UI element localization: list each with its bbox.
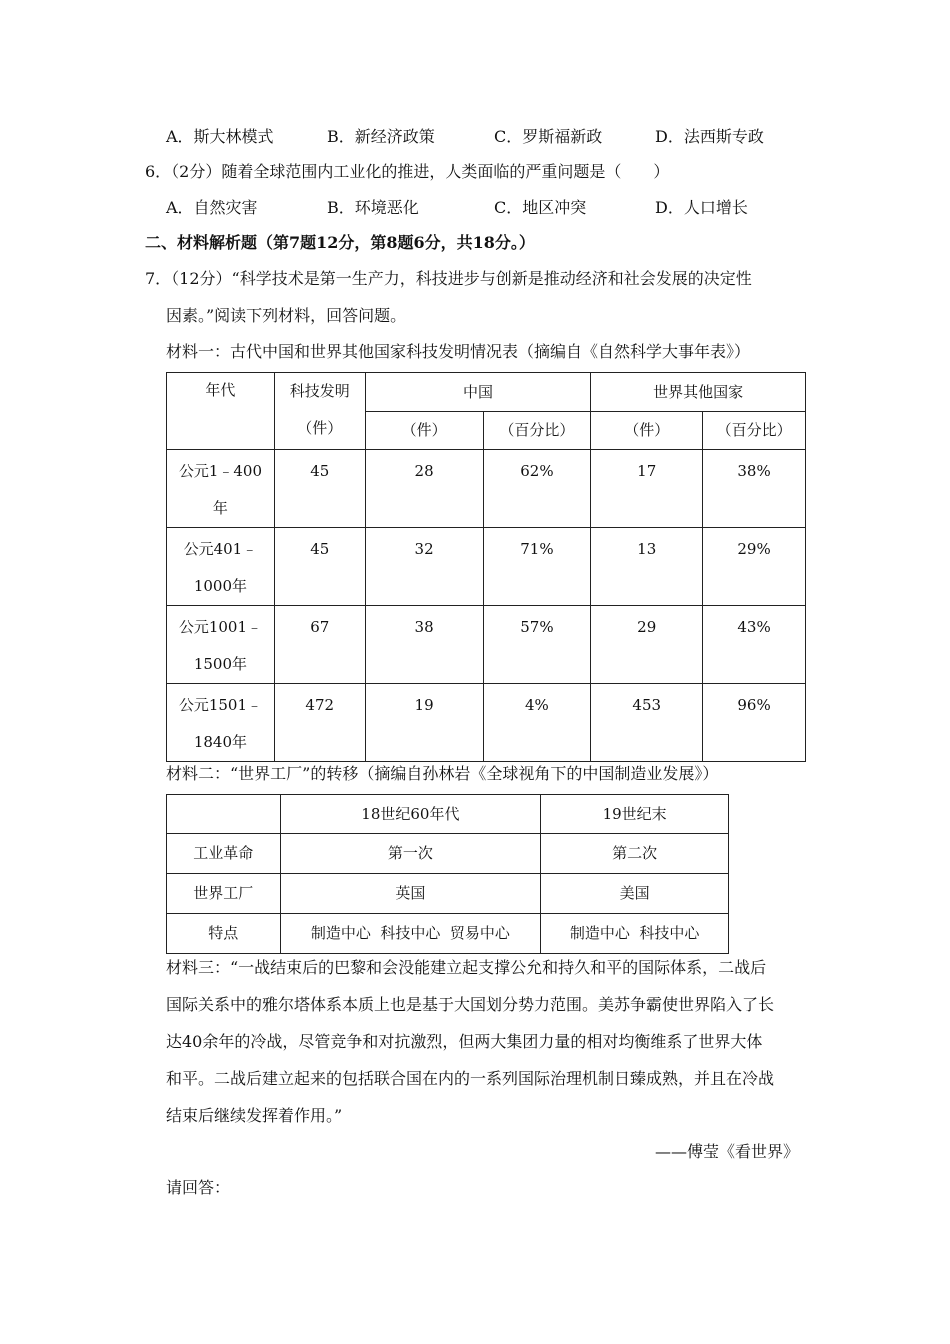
q5-option-a: A．斯大林模式 (166, 127, 274, 146)
q6-option-c: C．地区冲突 (494, 198, 587, 217)
material3-line: 和平。二战后建立起来的包括联合国在内的一系列国际治理机制日臻成熟，并且在冷战 (166, 1069, 775, 1088)
q6-option-d: D．人口增长 (655, 198, 748, 217)
table-row (167, 914, 729, 954)
q7-stem-line1: 7．（12分）“科学技术是第一生产力，科技进步与创新是推动经济和社会发展的决定性 (145, 269, 752, 288)
q6-option-b: B．环境恶化 (327, 198, 419, 217)
total-cell: 472 (274, 684, 365, 762)
table-row (167, 834, 729, 874)
era-cell: 公元1001﹣ 1500年 (167, 606, 275, 684)
era-cell: 公元1501﹣ 1840年 (167, 684, 275, 762)
header-china-count: （件） (365, 412, 483, 450)
table-row (167, 684, 806, 762)
world-count-cell: 453 (591, 684, 703, 762)
china-count-cell: 19 (365, 684, 483, 762)
material3-line: 达40余年的冷战，尽管竞争和对抗激烈，但两大集团力量的相对均衡维系了世界大体 (166, 1032, 763, 1051)
china-count-cell: 32 (365, 528, 483, 606)
table-row (167, 606, 806, 684)
q7-stem-line2: 因素。”阅读下列材料，回答问题。 (166, 306, 407, 325)
q5-option-b: B．新经济政策 (327, 127, 435, 146)
world-percent-cell: 96% (703, 684, 806, 762)
china-count-cell: 28 (365, 450, 483, 528)
material1-table (166, 372, 806, 762)
table-row (167, 528, 806, 606)
q6-option-a: A．自然灾害 (166, 198, 258, 217)
china-percent-cell: 62% (483, 450, 591, 528)
cell-18c: 第一次 (280, 834, 541, 874)
total-cell: 45 (274, 528, 365, 606)
china-percent-cell: 71% (483, 528, 591, 606)
material3-line: 国际关系中的雅尔塔体系本质上也是基于大国划分势力范围。美苏争霸使世界陷入了长 (166, 995, 775, 1014)
q6-stem: 6．（2分）随着全球范围内工业化的推进，人类面临的严重问题是（ ） (145, 162, 670, 181)
blank-header-cell (167, 795, 281, 834)
era-cell: 公元1﹣400 年 (167, 450, 275, 528)
header-china: 中国 (365, 373, 591, 412)
material2-title: 材料二：“世界工厂”的转移（摘编自孙林岩《全球视角下的中国制造业发展》） (166, 764, 719, 783)
china-percent-cell: 57% (483, 606, 591, 684)
header-china-percent: （百分比） (483, 412, 591, 450)
cell-18c: 英国 (280, 874, 541, 914)
material2-table (166, 794, 729, 954)
row-label: 特点 (167, 914, 281, 954)
answer-prompt: 请回答： (166, 1178, 231, 1197)
material3-line: 结束后继续发挥着作用。” (166, 1106, 343, 1125)
q5-option-c: C．罗斯福新政 (494, 127, 603, 146)
cell-19c: 第二次 (541, 834, 729, 874)
row-label: 世界工厂 (167, 874, 281, 914)
header-world: 世界其他国家 (591, 373, 806, 412)
header-era: 年代 (167, 373, 275, 450)
china-percent-cell: 4% (483, 684, 591, 762)
header-world-count: （件） (591, 412, 703, 450)
section-title: 二、材料解析题（第7题12分，第8题6分，共18分。） (145, 233, 535, 252)
q5-option-d: D．法西斯专政 (655, 127, 764, 146)
cell-19c: 制造中心 科技中心 (541, 914, 729, 954)
header-total (274, 373, 365, 450)
table-row (167, 874, 729, 914)
table-row (167, 450, 806, 528)
world-count-cell: 17 (591, 450, 703, 528)
header-total-line1: 科技发明 (289, 382, 350, 400)
row-label: 工业革命 (167, 834, 281, 874)
world-count-cell: 29 (591, 606, 703, 684)
header-19c-end: 19世纪末 (541, 795, 729, 834)
world-percent-cell: 38% (703, 450, 806, 528)
cell-19c: 美国 (541, 874, 729, 914)
world-percent-cell: 29% (703, 528, 806, 606)
material3-source: ——傅莹《看世界》 (655, 1142, 800, 1161)
header-18c-60s: 18世纪60年代 (280, 795, 541, 834)
total-cell: 67 (274, 606, 365, 684)
world-count-cell: 13 (591, 528, 703, 606)
header-total-line2: （件） (297, 419, 343, 437)
header-world-percent: （百分比） (703, 412, 806, 450)
total-cell: 45 (274, 450, 365, 528)
world-percent-cell: 43% (703, 606, 806, 684)
material1-title: 材料一：古代中国和世界其他国家科技发明情况表（摘编自《自然科学大事年表》） (166, 342, 751, 361)
china-count-cell: 38 (365, 606, 483, 684)
cell-18c: 制造中心 科技中心 贸易中心 (280, 914, 541, 954)
era-cell: 公元401﹣ 1000年 (167, 528, 275, 606)
material3-line: 材料三：“一战结束后的巴黎和会没能建立起支撑公允和持久和平的国际体系，二战后 (166, 958, 767, 977)
